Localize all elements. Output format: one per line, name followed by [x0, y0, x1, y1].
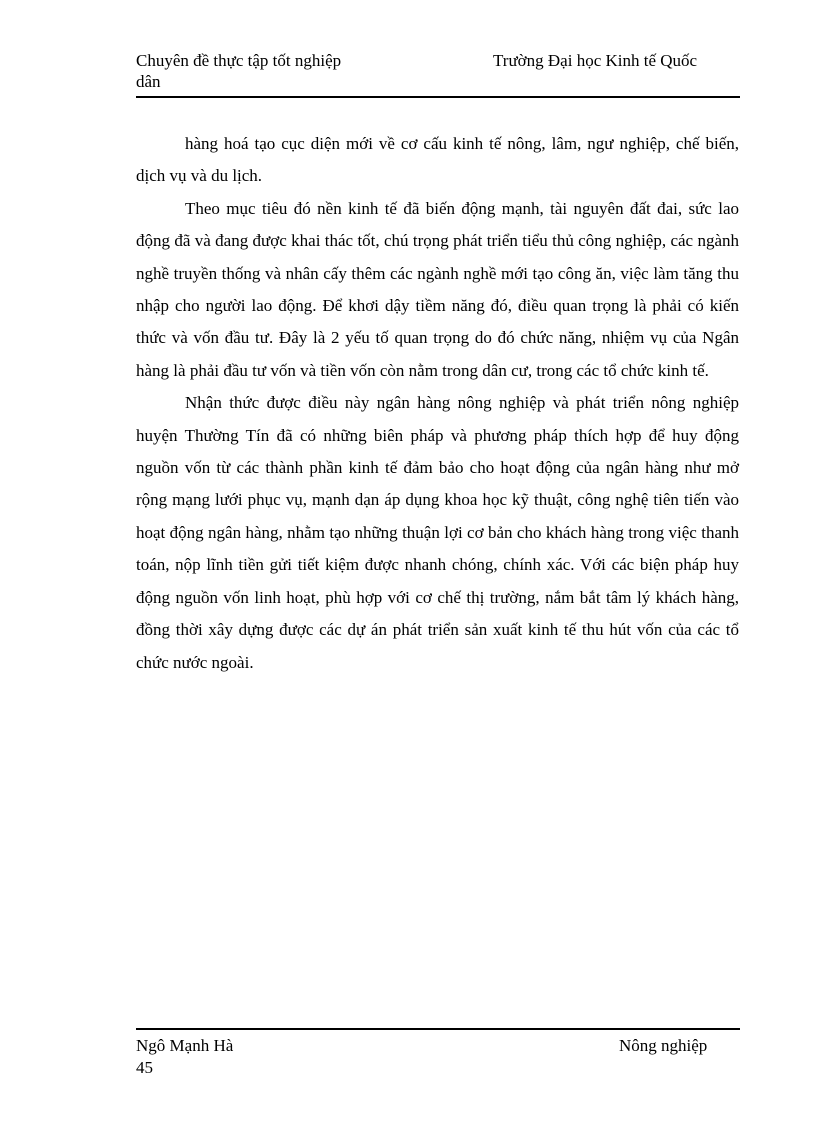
header-university-name: Trường Đại học Kinh tế Quốc: [493, 51, 698, 70]
paragraph: Theo mục tiêu đó nền kinh tế đã biến động mạnh, tài nguyên đất đai, sức lao động đã và đang được khai thác tốt, chú trọng phát triển tiểu thủ công nghiệp, các ngành nghề truyền thống và nhân cấy thêm các ngành nghề mới tạo công ăn, việc làm tăng thu nhập cho người lao động. Để khơi dậy tiềm năng đó, điều quan trọng là phải có kiến thức và vốn đầu tư. Đây là 2 yếu tố quan trọng do đó chức năng, nhiệm vụ của Ngân hàng là phải đầu tư vốn và tiền vốn còn nằm trong dân cư, trong các tổ chức kinh tế.: [136, 198, 739, 380]
footer-major: Nông nghiệp: [619, 1036, 708, 1055]
paragraph: Nhận thức được điều này ngân hàng nông nghiệp và phát triển nông nghiệp huyện Thường Tín đã có những biên pháp và phương pháp thích hợp để huy động nguồn vốn từ các thành phần kinh tế đảm bảo cho hoạt động của ngân hàng như mở rộng mạng lưới phục vụ, mạnh dạn áp dụng khoa học kỹ thuật, công nghệ tiên tiến vào hoạt động ngân hàng, nhằm tạo những thuận lợi cơ bản cho khách hàng trong việc thanh toán, nộp lĩnh tiền gửi tiết kiệm được nhanh chóng, chính xác. Với các biện pháp huy động nguồn vốn linh hoạt, phù hợp với cơ chế thị trường, nắm bắt tâm lý khách hàng, đồng thời xây dựng được các dự án phát triển sản xuất kinh tế thu hút vốn của các tổ chức nước ngoài.: [136, 393, 739, 672]
document-body: [136, 128, 739, 679]
header-thesis-title: Chuyên đề thực tập tốt nghiệp: [136, 51, 342, 70]
page-number: 45: [136, 1058, 153, 1077]
page-header: [136, 50, 740, 98]
footer-author: Ngô Mạnh Hà: [136, 1036, 234, 1055]
header-university-name-wrap: dân: [136, 72, 161, 91]
page-footer: [136, 1028, 740, 1077]
paragraph-continuation: hàng hoá tạo cục diện mới về cơ cấu kinh tế nông, lâm, ngư nghiệp, chế biến, dịch vụ và du lịch.: [136, 134, 739, 186]
